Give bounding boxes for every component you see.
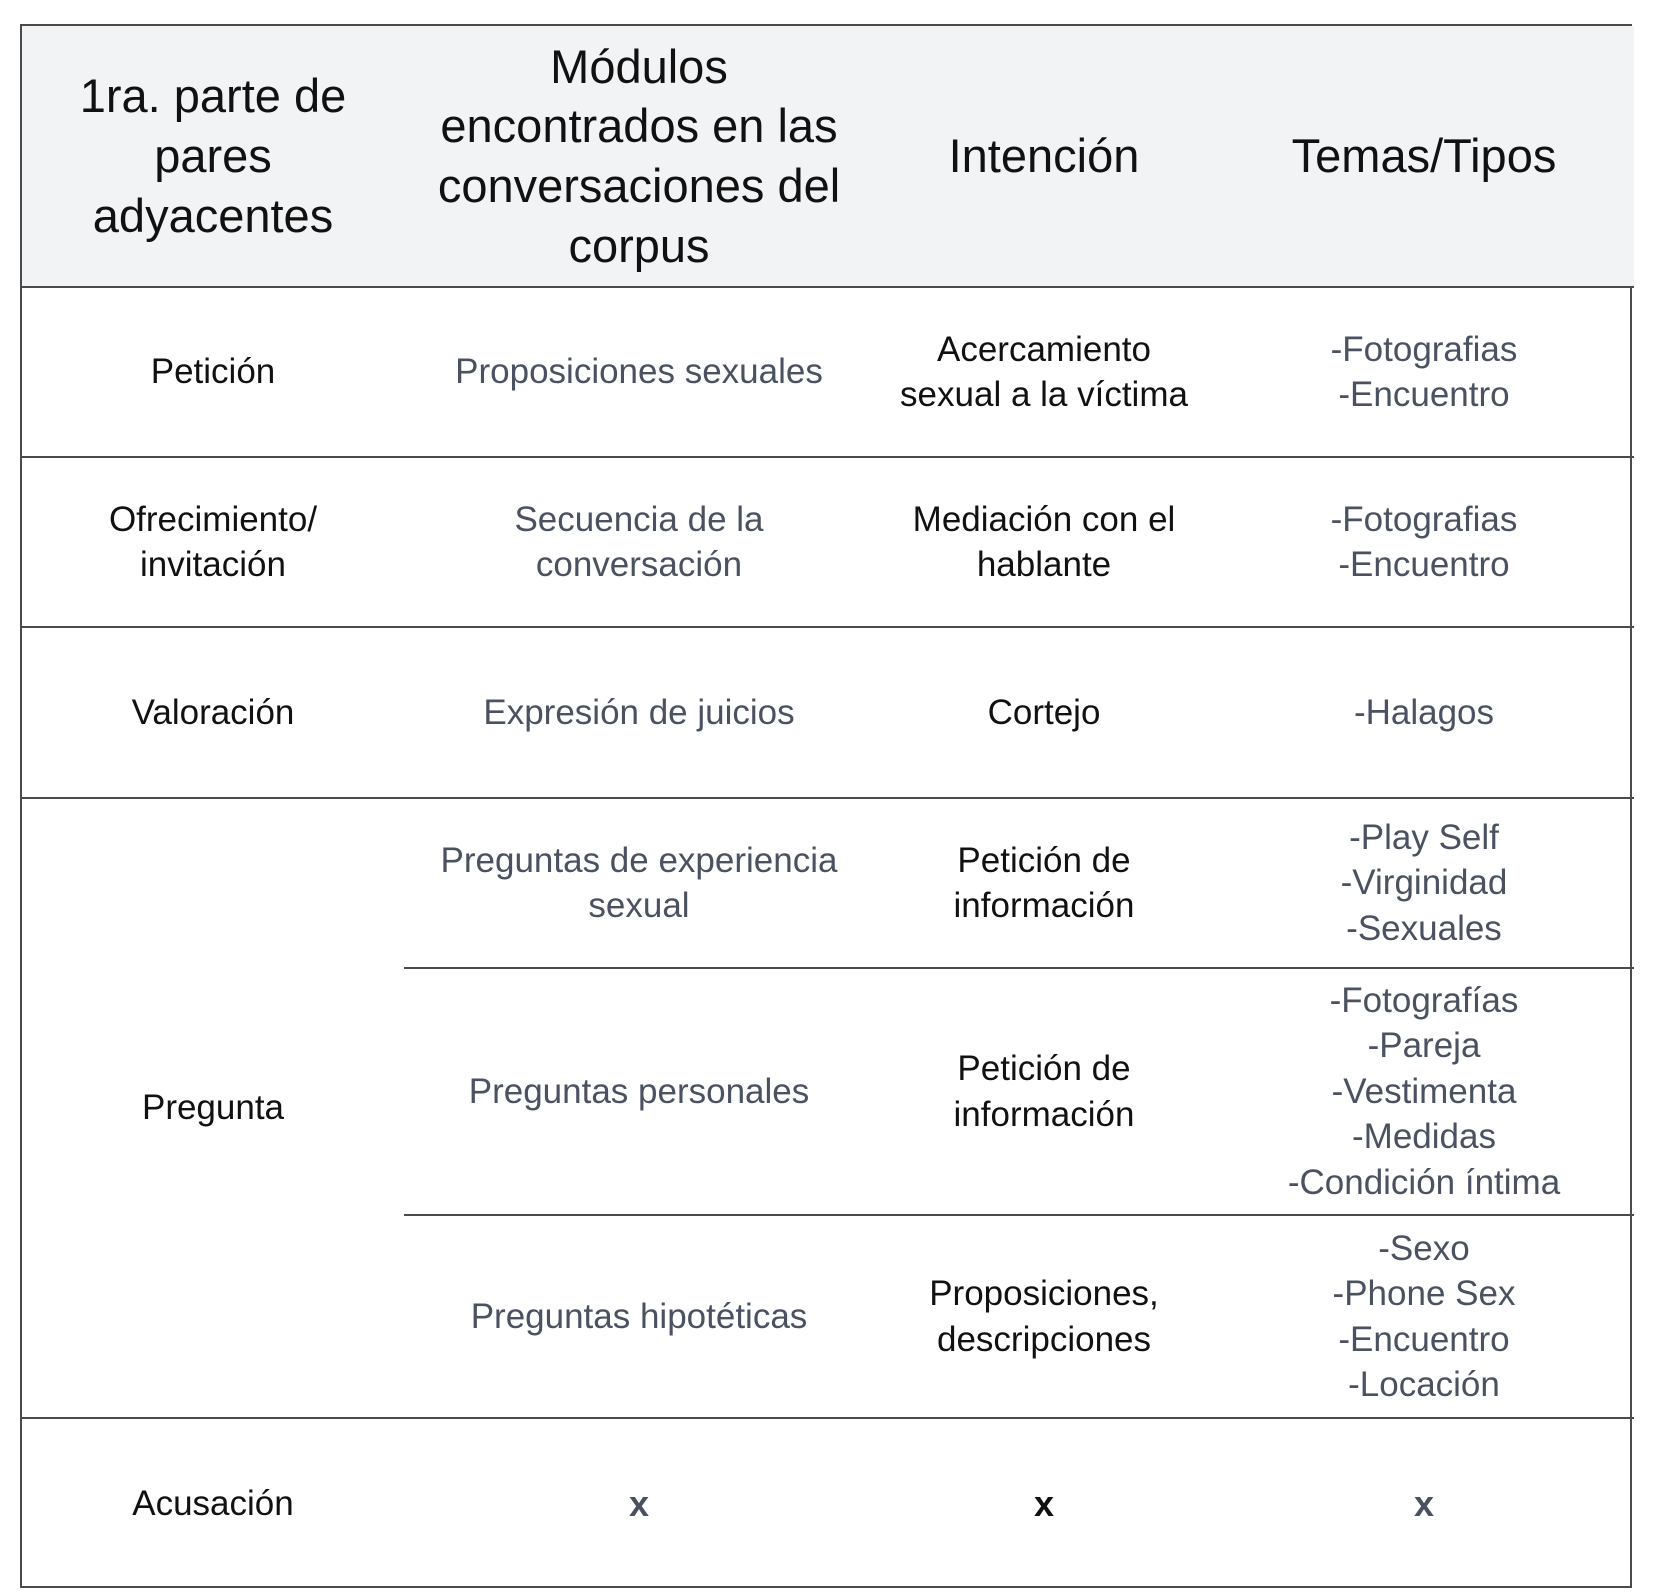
theme-item: -Virginidad — [1340, 863, 1508, 903]
cell-themes-pregunta-experiencia — [1214, 799, 1634, 969]
theme-item: -Encuentro — [1338, 545, 1510, 584]
theme-item: -Fotografias — [1330, 329, 1518, 369]
cell-themes-acusacion: x — [1413, 1482, 1435, 1524]
theme-item: -Locación — [1348, 1365, 1500, 1404]
cell-module-peticion: Proposiciones sexuales — [404, 288, 874, 458]
cell-themes-pregunta-hipoteticas — [1214, 1216, 1634, 1419]
theme-item: -Medidas — [1352, 1117, 1496, 1157]
cell-module-acusacion: x — [628, 1482, 650, 1524]
cell-part-ofrecimiento: Ofrecimiento/ invitación — [22, 458, 404, 628]
cell-intention-pregunta-hipoteticas: Proposiciones, descripciones — [874, 1216, 1214, 1419]
theme-item: -Sexo — [1378, 1228, 1470, 1268]
cell-intention-peticion: Acercamiento sexual a la víctima — [874, 288, 1214, 458]
theme-item: -Vestimenta — [1331, 1071, 1517, 1111]
theme-item: -Sexuales — [1346, 908, 1502, 948]
theme-item: -Halagos — [1353, 692, 1495, 732]
theme-item: -Play Self — [1349, 817, 1499, 857]
theme-item: -Condición íntima — [1287, 1162, 1561, 1202]
cell-themes-peticion — [1214, 288, 1634, 458]
adjacency-pairs-table — [20, 24, 1632, 1588]
cell-module-valoracion: Expresión de juicios — [404, 628, 874, 799]
cell-intention-acusacion: x — [1033, 1482, 1055, 1524]
theme-item: -Encuentro — [1338, 1319, 1510, 1359]
theme-item: -Fotografías — [1329, 980, 1519, 1020]
cell-themes-pregunta-personales — [1214, 969, 1634, 1216]
theme-item: -Phone Sex — [1332, 1274, 1516, 1313]
theme-item: -Fotografias — [1330, 499, 1518, 539]
cell-intention-ofrecimiento: Mediación con el hablante — [874, 458, 1214, 628]
header-first-part: 1ra. parte de pares adyacentes — [22, 26, 404, 288]
header-intention: Intención — [874, 26, 1214, 288]
cell-part-pregunta: Pregunta — [22, 799, 404, 1419]
cell-part-peticion: Petición — [22, 288, 404, 458]
cell-part-valoracion: Valoración — [22, 628, 404, 799]
theme-item: -Encuentro — [1338, 375, 1510, 414]
cell-intention-pregunta-experiencia: Petición de información — [874, 799, 1214, 969]
cell-module-pregunta-hipoteticas: Preguntas hipotéticas — [404, 1216, 874, 1419]
cell-intention-pregunta-personales: Petición de información — [874, 969, 1214, 1216]
cell-themes-ofrecimiento — [1214, 458, 1634, 628]
header-modules: Módulos encontrados en las conversaciones del corpus — [404, 26, 874, 288]
theme-item: -Pareja — [1367, 1026, 1481, 1066]
cell-module-pregunta-experiencia: Preguntas de experiencia sexual — [404, 799, 874, 969]
cell-module-pregunta-personales: Preguntas personales — [404, 969, 874, 1216]
cell-intention-valoracion: Cortejo — [874, 628, 1214, 799]
cell-themes-valoracion — [1214, 628, 1634, 799]
header-themes: Temas/Tipos — [1214, 26, 1634, 288]
cell-part-acusacion: Acusación — [132, 1484, 294, 1524]
cell-module-ofrecimiento: Secuencia de la conversación — [404, 458, 874, 628]
